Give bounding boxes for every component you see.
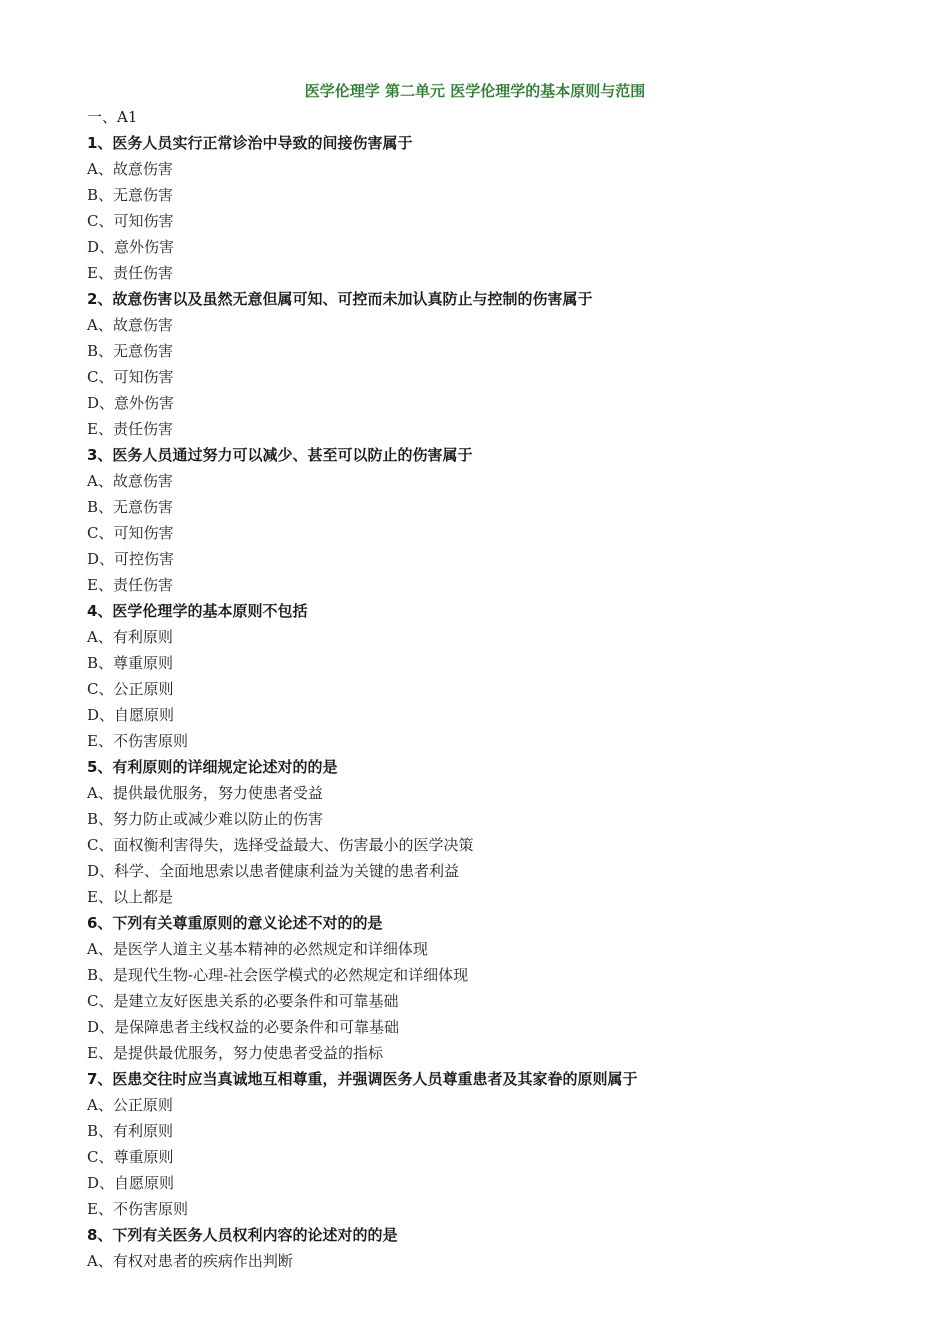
option-c: C、可知伤害 — [87, 368, 174, 386]
option-a: A、故意伤害 — [87, 316, 173, 334]
option-b: B、努力防止或减少难以防止的伤害 — [87, 810, 324, 828]
question-stem: 6、下列有关尊重原则的意义论述不对的的是 — [87, 914, 383, 932]
question-stem: 8、下列有关医务人员权利内容的论述对的的是 — [87, 1226, 398, 1244]
option-e: E、以上都是 — [87, 888, 173, 906]
option-a: A、是医学人道主义基本精神的必然规定和详细体现 — [87, 940, 428, 958]
question-stem: 1、医务人员实行正常诊治中导致的间接伤害属于 — [87, 134, 413, 152]
option-d: D、自愿原则 — [87, 706, 175, 724]
option-d: D、可控伤害 — [87, 550, 175, 568]
section-label: 一、A1 — [87, 108, 138, 126]
option-b: B、有利原则 — [87, 1122, 174, 1140]
option-c: C、面权衡利害得失，选择受益最大、伤害最小的医学决策 — [87, 836, 474, 854]
option-b: B、无意伤害 — [87, 498, 174, 516]
option-b: B、尊重原则 — [87, 654, 174, 672]
option-d: D、自愿原则 — [87, 1174, 175, 1192]
option-e: E、不伤害原则 — [87, 1200, 188, 1218]
option-a: A、故意伤害 — [87, 160, 173, 178]
option-d: D、是保障患者主线权益的必要条件和可靠基础 — [87, 1018, 400, 1036]
option-e: E、责任伤害 — [87, 264, 173, 282]
question-list — [87, 104, 887, 1274]
option-c: C、是建立友好医患关系的必要条件和可靠基础 — [87, 992, 399, 1010]
question-stem: 3、医务人员通过努力可以减少、甚至可以防止的伤害属于 — [87, 446, 473, 464]
option-a: A、故意伤害 — [87, 472, 173, 490]
option-a: A、公正原则 — [87, 1096, 173, 1114]
option-c: C、公正原则 — [87, 680, 174, 698]
question-stem: 5、有利原则的详细规定论述对的的是 — [87, 758, 338, 776]
option-a: A、提供最优服务，努力使患者受益 — [87, 784, 323, 802]
option-d: D、意外伤害 — [87, 394, 175, 412]
question-stem: 2、故意伤害以及虽然无意但属可知、可控而未加认真防止与控制的伤害属于 — [87, 290, 593, 308]
option-d: D、科学、全面地思索以患者健康利益为关键的患者利益 — [87, 862, 460, 880]
document-title: 医学伦理学 第二单元 医学伦理学的基本原则与范围 — [304, 82, 646, 100]
option-d: D、意外伤害 — [87, 238, 175, 256]
option-a: A、有利原则 — [87, 628, 173, 646]
option-e: E、不伤害原则 — [87, 732, 188, 750]
option-b: B、是现代生物-心理-社会医学模式的必然规定和详细体现 — [87, 966, 469, 984]
option-c: C、尊重原则 — [87, 1148, 174, 1166]
question-stem: 7、医患交往时应当真诚地互相尊重，并强调医务人员尊重患者及其家眷的原则属于 — [87, 1070, 638, 1088]
option-e: E、是提供最优服务，努力使患者受益的指标 — [87, 1044, 383, 1062]
option-e: E、责任伤害 — [87, 576, 173, 594]
option-c: C、可知伤害 — [87, 212, 174, 230]
option-b: B、无意伤害 — [87, 342, 174, 360]
option-e: E、责任伤害 — [87, 420, 173, 438]
option-c: C、可知伤害 — [87, 524, 174, 542]
question-stem: 4、医学伦理学的基本原则不包括 — [87, 602, 308, 620]
option-b: B、无意伤害 — [87, 186, 174, 204]
option-a: A、有权对患者的疾病作出判断 — [87, 1252, 293, 1270]
